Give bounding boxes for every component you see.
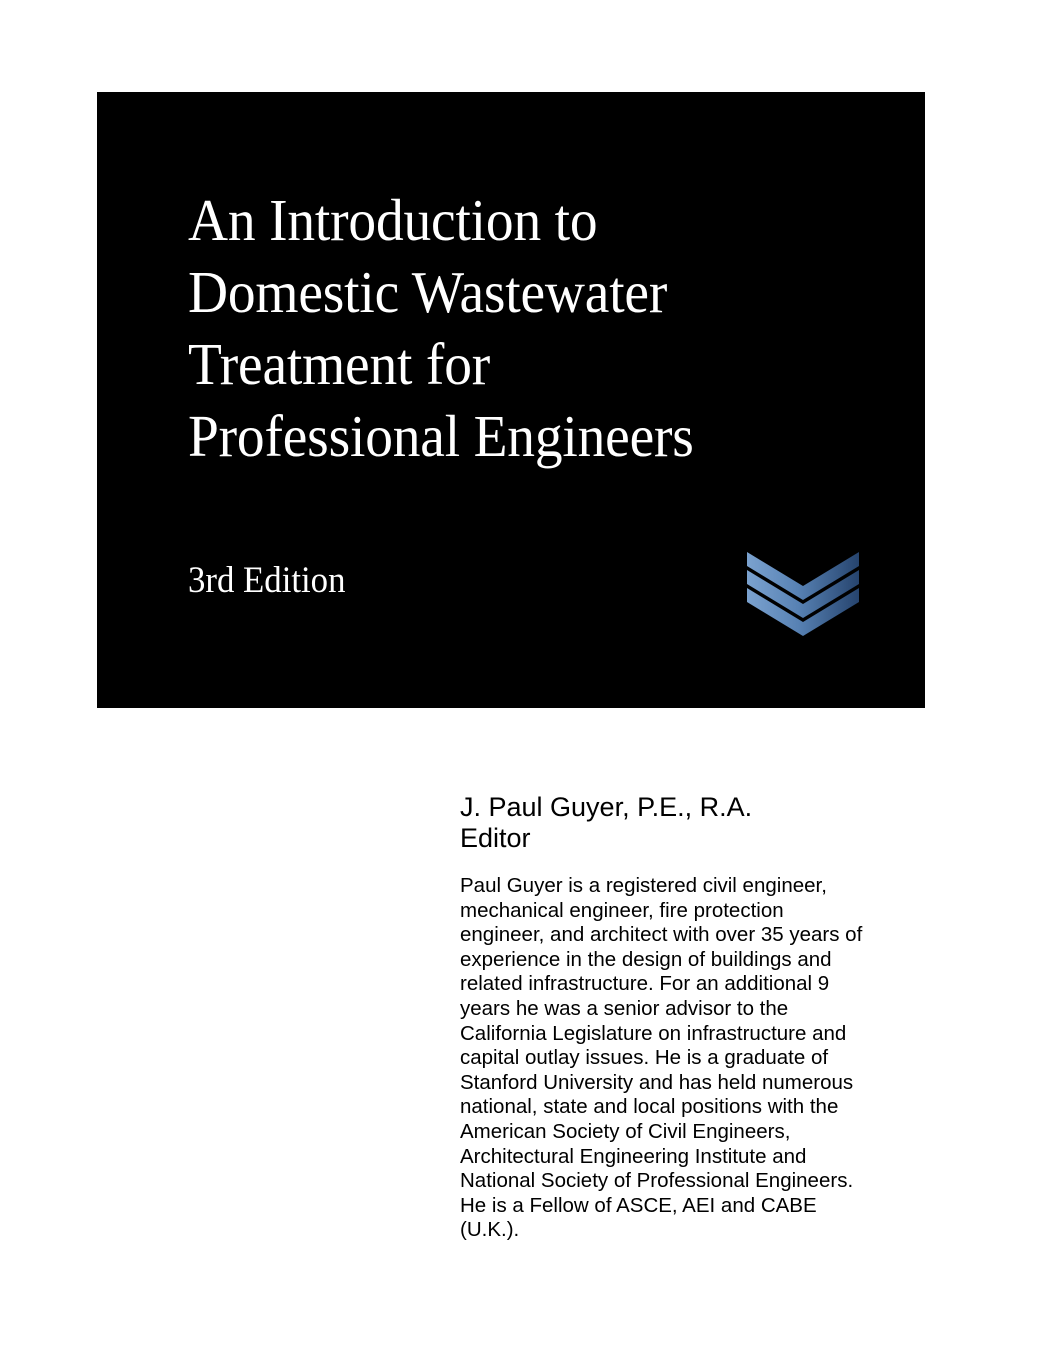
chevron-down-icon xyxy=(747,552,859,636)
title-panel xyxy=(97,92,925,708)
book-title xyxy=(188,184,828,472)
chevron-ornament xyxy=(747,552,859,636)
title-line-4: Professional Engineers xyxy=(188,403,694,469)
author-biography: Paul Guyer is a registered civil engineer, mechanical engineer, fire protection engineer, and architect with over 35 years of experience in the design of buildings and related infrastructure. For an additional 9 years he was a senior advisor to the California Legislature on infrastructure and capital outlay issues. He is a graduate of Stanford University and has held numerous national, state and local positions with the American Society of Civil Engineers, Architectural Engineering Institute and National Society of Professional Engineers. He is a Fellow of ASCE, AEI and CABE (U.K.). xyxy=(460,874,863,1242)
edition-label: 3rd Edition xyxy=(188,560,346,601)
title-line-1: An Introduction to xyxy=(188,187,598,253)
author-name: J. Paul Guyer, P.E., R.A. xyxy=(460,792,753,822)
author-role: Editor xyxy=(460,823,531,853)
title-line-3: Treatment for xyxy=(188,331,491,397)
author-block xyxy=(460,792,868,1243)
title-line-2: Domestic Wastewater xyxy=(188,259,668,325)
